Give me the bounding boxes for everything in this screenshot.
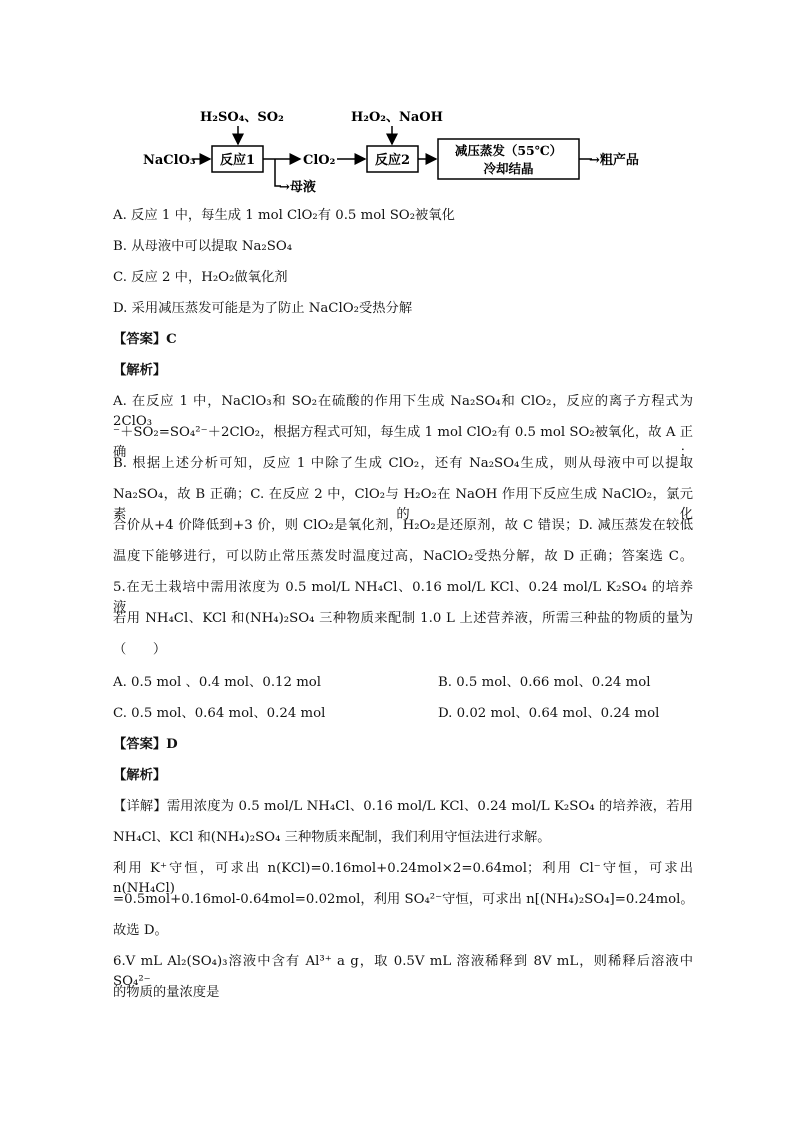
analysis-line: A. 在反应 1 中，NaClO₃和 SO₂在硫酸的作用下生成 Na₂SO₄和 ClO₂，反应的离子方程式为 2ClO₃ xyxy=(113,394,693,429)
evaporation-label-line1: 减压蒸发（55℃） xyxy=(454,143,563,158)
answer-label: 【答案】D xyxy=(113,737,178,752)
analysis-heading: 【解析】 xyxy=(113,363,167,378)
mother-liquor-label: →母液 xyxy=(279,180,316,195)
clo2-label: ClO₂ xyxy=(303,153,336,168)
conclusion-line: 故选 D。 xyxy=(113,923,168,938)
reagent1-label: H₂SO₄、SO₂ xyxy=(200,110,284,125)
nacl-input-label: NaClO₃ xyxy=(143,153,196,168)
analysis-line: 温度下能够进行，可以防止常压蒸发时温度过高，NaClO₂受热分解，故 D 正确；答案选 C。 xyxy=(113,549,693,564)
question-5-blank: （ ） xyxy=(113,642,167,657)
reagent2-label: H₂O₂、NaOH xyxy=(351,110,443,125)
crude-product-label: →粗产品 xyxy=(589,153,639,168)
q5-option-row-1 xyxy=(113,673,693,693)
question-6-stem: 的物质的量浓度是 xyxy=(113,985,220,1000)
question-6-stem: 6.V mL Al₂(SO₄)₃溶液中含有 Al³⁺ a g，取 0.5V mL 溶液稀释到 8V mL，则稀释后溶液中 SO₄²⁻ xyxy=(113,954,693,989)
analysis-heading: 【解析】 xyxy=(113,768,167,783)
evaporation-label-line2: 冷却结晶 xyxy=(483,161,534,176)
option-a: A. 反应 1 中，每生成 1 mol ClO₂有 0.5 mol SO₂被氧化 xyxy=(113,208,455,223)
question-5-stem: 若用 NH₄Cl、KCl 和(NH₄)₂SO₄ 三种物质来配制 1.0 L 上述营养液，所需三种盐的物质的量为 xyxy=(113,611,693,626)
option-d: D. 采用减压蒸发可能是为了防止 NaClO₂受热分解 xyxy=(113,301,413,316)
q5-option-row-2 xyxy=(113,704,693,724)
q5-option-d: D. 0.02 mol、0.64 mol、0.24 mol xyxy=(438,706,660,721)
detail-line: 利用 K⁺守恒，可求出 n(KCl)=0.16mol+0.24mol×2=0.64mol；利用 Cl⁻守恒，可求出 n(NH₄Cl) xyxy=(113,861,693,896)
process-flow-diagram xyxy=(0,0,794,200)
q5-option-c: C. 0.5 mol、0.64 mol、0.24 mol xyxy=(113,706,326,721)
analysis-line: ⁻＋SO₂=SO₄²⁻＋2ClO₂，根据方程式可知，每生成 1 mol ClO₂有 0.5 mol SO₂被氧化，故 A 正确； xyxy=(113,425,693,460)
q5-option-b: B. 0.5 mol、0.66 mol、0.24 mol xyxy=(438,675,651,690)
analysis-line: Na₂SO₄，故 B 正确；C. 在反应 2 中，ClO₂与 H₂O₂在 NaOH 作用下反应生成 NaClO₂，氯元素的化 xyxy=(113,487,693,522)
q5-option-a: A. 0.5 mol 、0.4 mol、0.12 mol xyxy=(113,675,322,690)
option-c: C. 反应 2 中，H₂O₂做氧化剂 xyxy=(113,270,288,285)
detail-line: =0.5mol+0.16mol-0.64mol=0.02mol，利用 SO₄²⁻守恒，可求出 n[(NH₄)₂SO₄]=0.24mol。 xyxy=(113,892,694,907)
analysis-line: 合价从+4 价降低到+3 价，则 ClO₂是氧化剂，H₂O₂是还原剂，故 C 错误；D. 减压蒸发在较低 xyxy=(113,518,693,533)
question-5-stem: 5.在无土栽培中需用浓度为 0.5 mol/L NH₄Cl、0.16 mol/L KCl、0.24 mol/L K₂SO₄ 的培养液， xyxy=(113,580,693,615)
analysis-line: B. 根据上述分析可知，反应 1 中除了生成 ClO₂，还有 Na₂SO₄生成，则从母液中可以提取 xyxy=(113,456,693,471)
option-b: B. 从母液中可以提取 Na₂SO₄ xyxy=(113,239,293,254)
detail-line: NH₄Cl、KCl 和(NH₄)₂SO₄ 三种物质来配制，我们利用守恒法进行求解。 xyxy=(113,830,551,845)
detail-line: 【详解】需用浓度为 0.5 mol/L NH₄Cl、0.16 mol/L KCl、0.24 mol/L K₂SO₄ 的培养液，若用 xyxy=(113,799,693,814)
answer-label: 【答案】C xyxy=(113,332,177,347)
reaction1-label: 反应1 xyxy=(219,153,256,168)
reaction2-label: 反应2 xyxy=(374,153,411,168)
